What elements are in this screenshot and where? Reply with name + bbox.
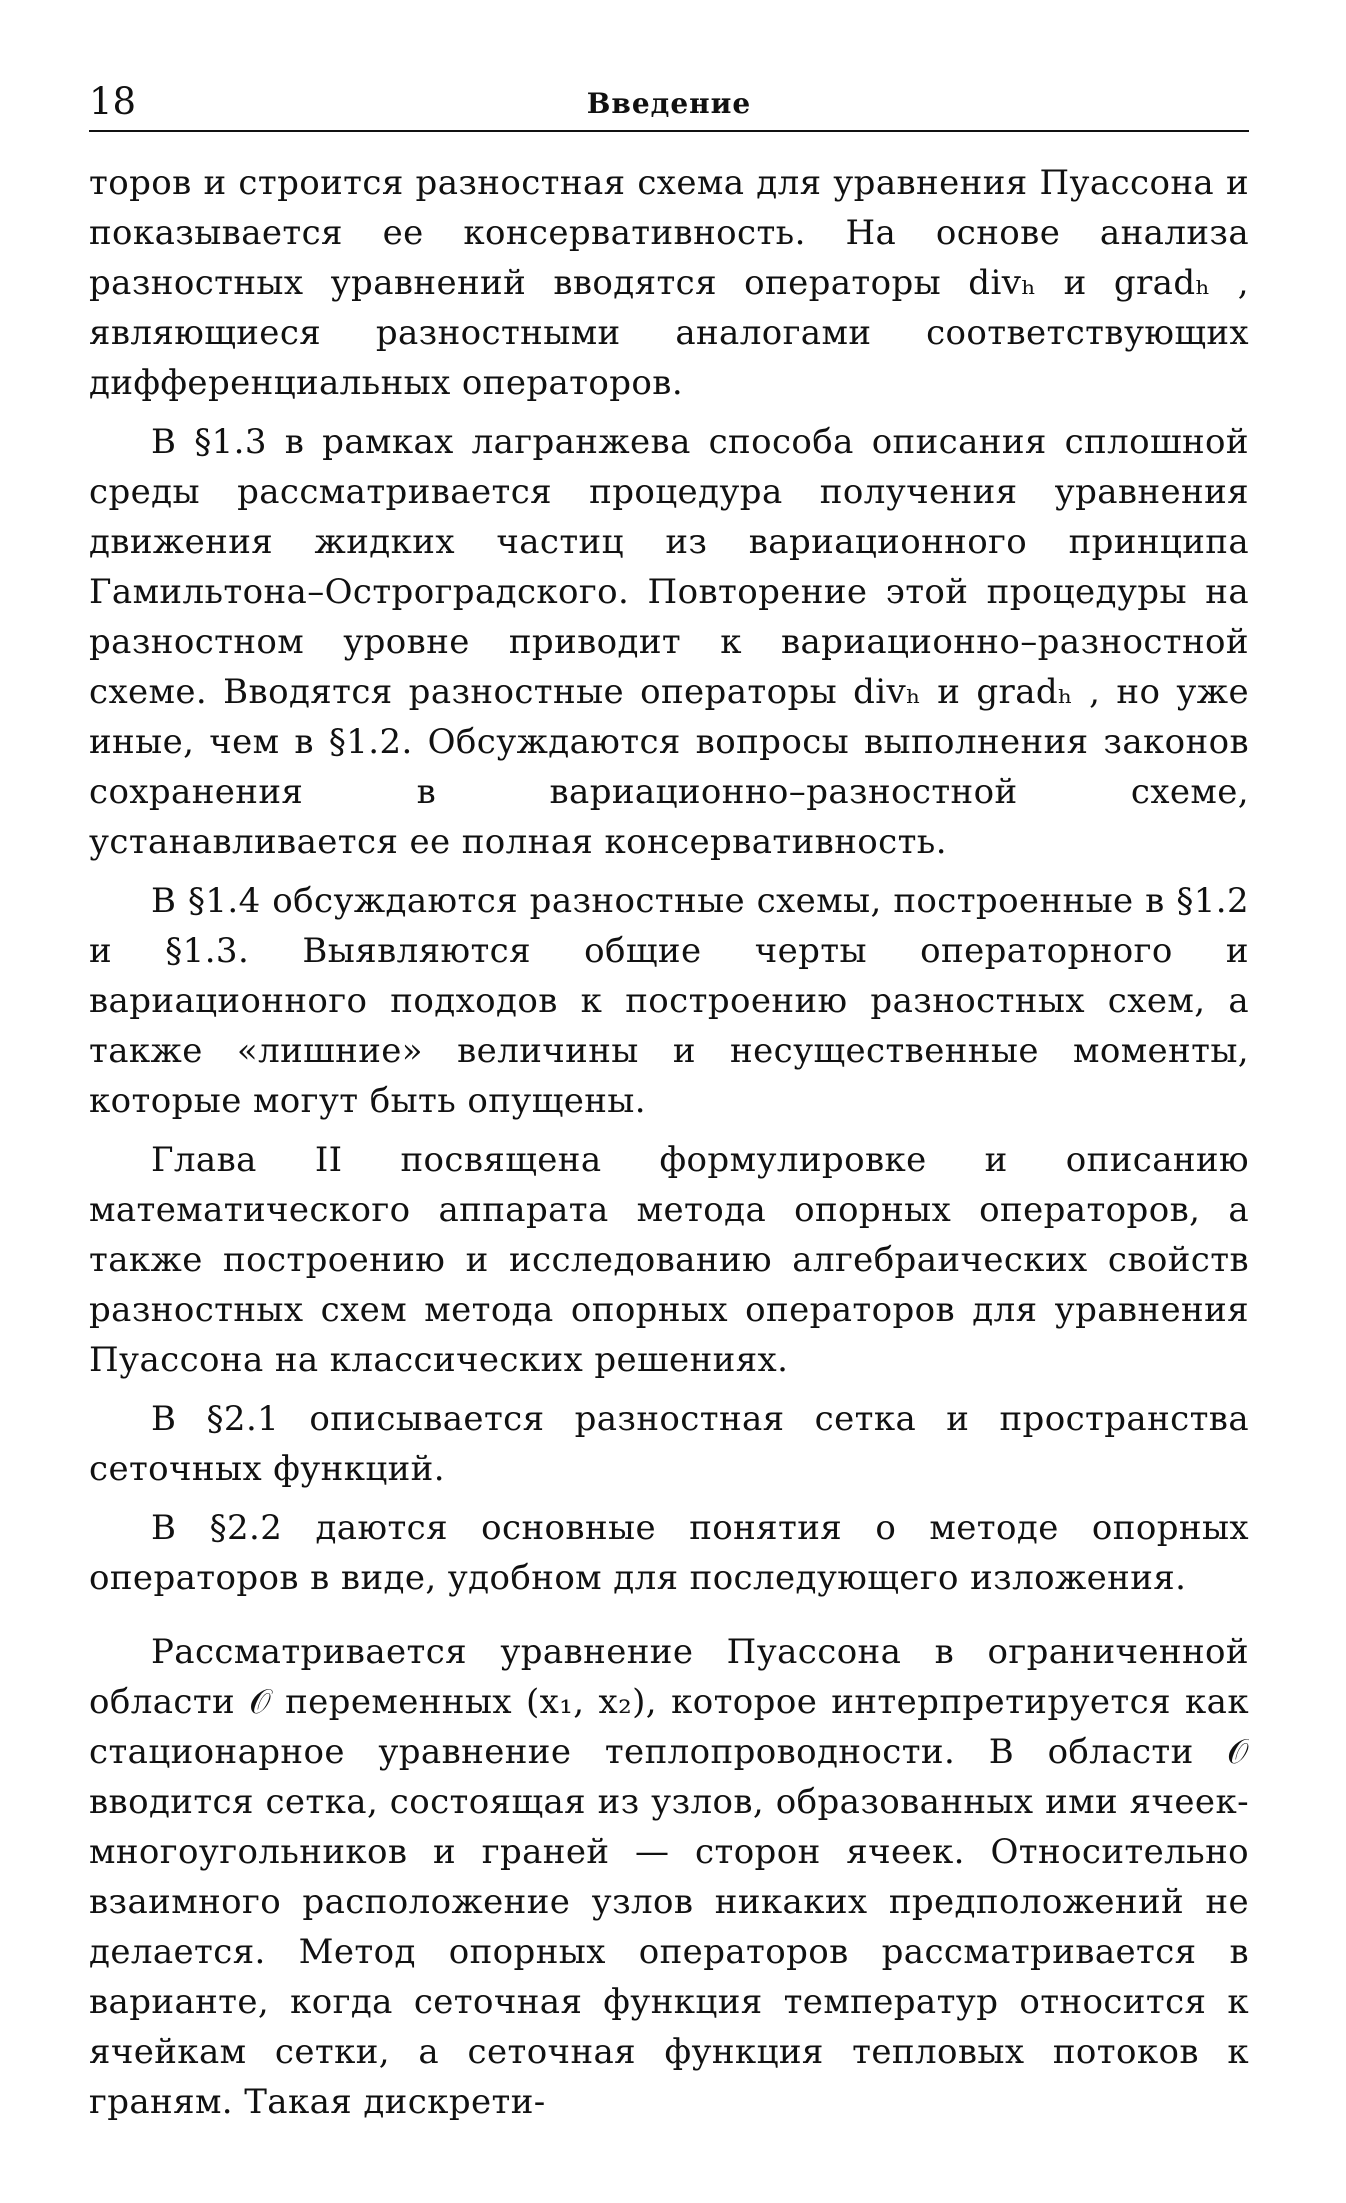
paragraph-section-2-1: В §2.1 описывается разностная сетка и пространства сеточных функций. bbox=[89, 1399, 1249, 1489]
page-number: 18 bbox=[89, 80, 137, 123]
body-text bbox=[89, 158, 1249, 2127]
paragraph-section-1-3: В §1.3 в рамках лагранжева способа описания сплошной среды рассматривается процедура получения уравнения движения жидких частиц из вариационного принципа Гамильтона–Остроградского. Повторение этой процедуры на разностном уровне приводит к вариационно–разностной схеме. Вводятся разностные операторы divₕ и gradₕ , но уже иные, чем в §1.2. Обсуждаются вопросы выполнения законов сохранения в вариационно–разностной схеме, устанавливается ее полная консервативность. bbox=[89, 422, 1249, 862]
page-header bbox=[89, 78, 1249, 132]
paragraph-section-1-4: В §1.4 обсуждаются разностные схемы, построенные в §1.2 и §1.3. Выявляются общие черты операторного и вариационного подходов к построению разностных схем, а также «лишние» величины и несущественные моменты, которые могут быть опущены. bbox=[89, 881, 1249, 1121]
paragraph-continuation: торов и строится разностная схема для уравнения Пуассона и показывается ее консервативность. На основе анализа разностных уравнений вводятся операторы divₕ и gradₕ , являющиеся разностными аналогами соответствующих дифференциальных операторов. bbox=[89, 163, 1249, 403]
paragraph-section-2-2: В §2.2 даются основные понятия о методе опорных операторов в виде, удобном для последующего изложения. bbox=[89, 1508, 1249, 1598]
paragraph-chapter-2: Глава II посвящена формулировке и описанию математического аппарата метода опорных операторов, а также построению и исследованию алгебраических свойств разностных схем метода опорных операторов для уравнения Пуассона на классических решениях. bbox=[89, 1140, 1249, 1380]
book-page bbox=[89, 78, 1249, 2178]
running-title: Введение bbox=[586, 87, 752, 120]
paragraph-poisson-equation: Рассматривается уравнение Пуассона в ограниченной области 𝒪 переменных (x₁, x₂), которое интерпретируется как стационарное уравнение теплопроводности. В области 𝒪 вводится сетка, состоящая из узлов, образованных ими ячеек-многоугольников и граней — сторон ячеек. Относительно взаимного расположение узлов никаких предположений не делается. Метод опорных операторов рассматривается в варианте, когда сеточная функция температур относится к ячейкам сетки, а сеточная функция тепловых потоков к граням. Такая дискрети- bbox=[89, 1632, 1249, 2122]
